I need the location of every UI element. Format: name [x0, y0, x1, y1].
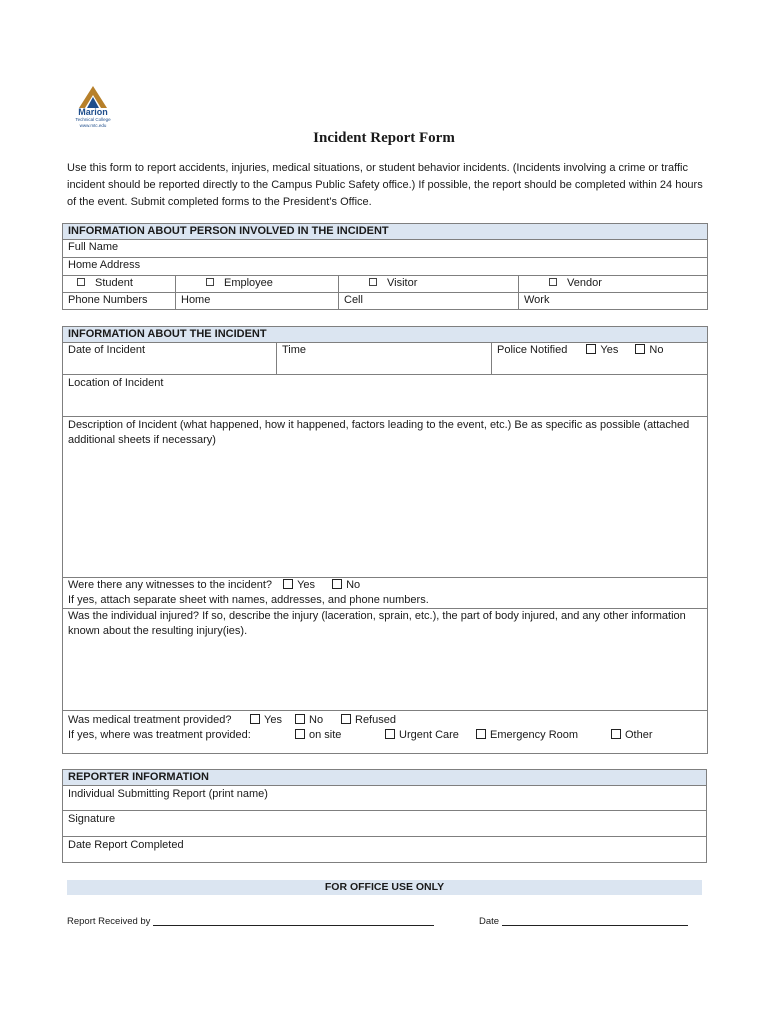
college-logo [70, 84, 116, 132]
checkbox-icon [369, 278, 377, 286]
checkbox-icon [332, 579, 342, 589]
work-phone-field[interactable]: Work [519, 293, 708, 310]
checkbox-icon [385, 729, 395, 739]
logo-url: www.mtc.edu [79, 123, 107, 128]
description-field[interactable]: Description of Incident (what happened, how it happened, factors leading to the event, etc.) Be as specific as possible (attached additional sheets if necessary) [63, 417, 708, 578]
witnesses-no-option[interactable]: No [332, 578, 360, 593]
witnesses-yes-option[interactable]: Yes [283, 578, 315, 593]
phone-numbers-label: Phone Numbers [63, 293, 176, 310]
reporter-section [62, 769, 707, 863]
police-notified-field [492, 343, 708, 375]
home-phone-field[interactable]: Home [176, 293, 339, 310]
medical-question: Was medical treatment provided? [68, 714, 232, 726]
time-field[interactable]: Time [277, 343, 492, 375]
type-vendor-option[interactable]: Vendor [519, 276, 708, 293]
place-on-site-option[interactable]: on site [295, 728, 341, 743]
police-no-option[interactable]: No [635, 343, 663, 358]
type-student-option[interactable]: Student [63, 276, 176, 293]
type-visitor-option[interactable]: Visitor [339, 276, 519, 293]
checkbox-icon [295, 714, 305, 724]
form-title: Incident Report Form [313, 130, 455, 146]
location-field[interactable]: Location of Incident [63, 375, 708, 417]
intro-text: Use this form to report accidents, injuries, medical situations, or student behavior incidents. (Incidents involving a crime or traffic incident should be reported directly to the Campus Public Safety office.) If possible, the report should be completed within 24 hours of the event. Submit completed forms to the President’s Office. [67, 162, 703, 208]
cell-phone-field[interactable]: Cell [339, 293, 519, 310]
type-employee-option[interactable]: Employee [176, 276, 339, 293]
reporter-header: REPORTER INFORMATION [63, 770, 707, 786]
incident-section [62, 326, 708, 754]
injury-field[interactable]: Was the individual injured? If so, describe the injury (laceration, sprain, etc.), the part of body injured, and any other information known about the resulting injury(ies). [63, 609, 708, 711]
checkbox-icon [206, 278, 214, 286]
treatment-place-question: If yes, where was treatment provided: [68, 729, 251, 741]
date-completed-field[interactable]: Date Report Completed [63, 837, 707, 863]
witnesses-note: If yes, attach separate sheet with names, addresses, and phone numbers. [68, 594, 429, 606]
office-date-label: Date [479, 916, 500, 927]
checkbox-icon [476, 729, 486, 739]
checkbox-icon [549, 278, 557, 286]
received-by-line [67, 916, 434, 927]
signature-field[interactable]: Signature [63, 811, 707, 837]
checkbox-icon [635, 344, 645, 354]
home-address-field[interactable]: Home Address [63, 258, 708, 276]
checkbox-icon [295, 729, 305, 739]
checkbox-icon [77, 278, 85, 286]
medical-yes-option[interactable]: Yes [250, 713, 282, 728]
submitter-name-field[interactable]: Individual Submitting Report (print name) [63, 786, 707, 811]
witnesses-row [63, 578, 708, 609]
medical-refused-option[interactable]: Refused [341, 713, 396, 728]
full-name-field[interactable]: Full Name [63, 240, 708, 258]
police-notified-label: Police Notified [497, 344, 568, 356]
incident-header: INFORMATION ABOUT THE INCIDENT [63, 327, 708, 343]
person-header: INFORMATION ABOUT PERSON INVOLVED IN THE INCIDENT [63, 224, 708, 240]
office-date-line [479, 916, 688, 927]
logo-subtitle: Technical College [75, 117, 111, 122]
logo-name: Marion [78, 107, 108, 117]
received-by-input[interactable] [153, 916, 434, 926]
medical-treatment-row [63, 711, 708, 754]
checkbox-icon [611, 729, 621, 739]
witnesses-question: Were there any witnesses to the incident? [68, 579, 273, 591]
checkbox-icon [283, 579, 293, 589]
office-date-input[interactable] [502, 916, 688, 926]
medical-no-option[interactable]: No [295, 713, 323, 728]
place-urgent-care-option[interactable]: Urgent Care [385, 728, 459, 743]
received-by-label: Report Received by [67, 916, 151, 927]
date-of-incident-field[interactable]: Date of Incident [63, 343, 277, 375]
checkbox-icon [341, 714, 351, 724]
person-section [62, 223, 708, 310]
office-use-header: FOR OFFICE USE ONLY [67, 880, 702, 895]
police-yes-option[interactable]: Yes [586, 343, 618, 358]
place-other-option[interactable]: Other [611, 728, 653, 743]
checkbox-icon [250, 714, 260, 724]
place-emergency-room-option[interactable]: Emergency Room [476, 728, 578, 743]
checkbox-icon [586, 344, 596, 354]
